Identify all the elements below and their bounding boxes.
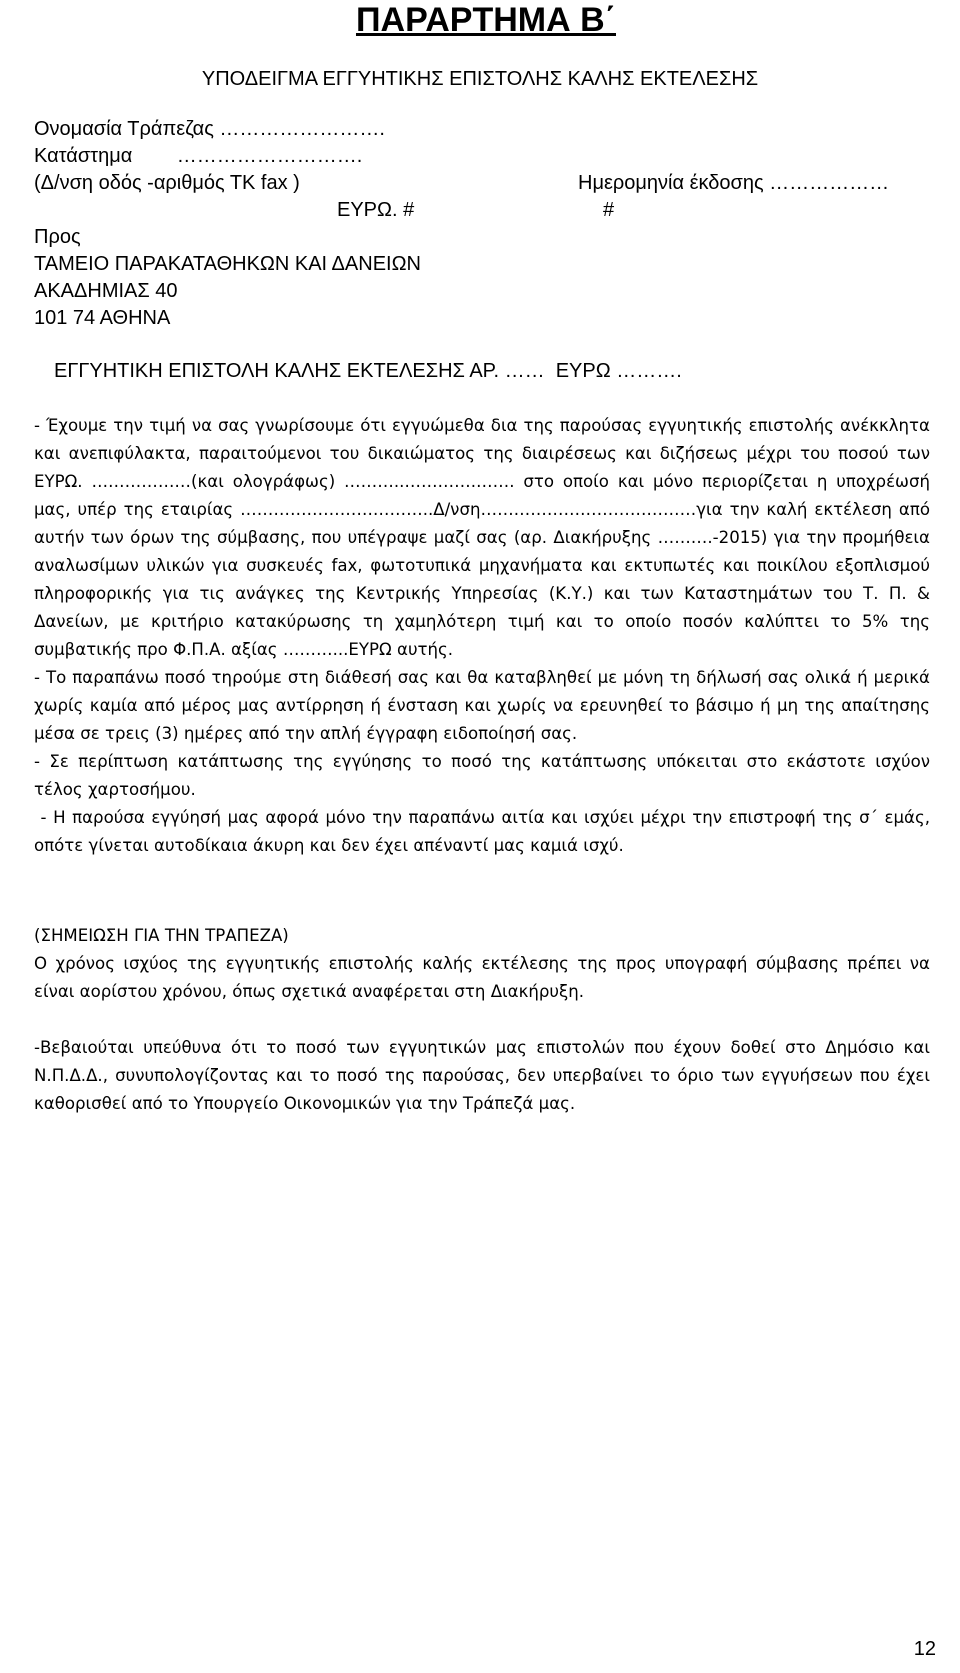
declaration-paragraph: -Βεβαιούται υπεύθυνα ότι το ποσό των εγγυητικών μας επιστολών που έχουν δοθεί στο Δημόσιο και Ν.Π.Δ.Δ., συνυπολογίζοντας και το ποσό της παρούσας, δεν υπερβαίνει το όριο των εγγυήσεων που έχει καθορισθεί από το Υπουργείο Οικονομικών για την Τράπεζά μας. xyxy=(34,1038,930,1113)
recipient-name: ΤΑΜΕΙΟ ΠΑΡΑΚΑΤΑΘΗΚΩΝ ΚΑΙ ΔΑΝΕΙΩΝ xyxy=(34,253,421,275)
note-text: Ο χρόνος ισχύος της εγγυητικής επιστολής καλής εκτέλεσης της προς υπογραφή σύμβασης πρέπει να είναι αορίστου χρόνου, όπως σχετικά αναφέρεται στη Διακήρυξη. xyxy=(34,954,930,1001)
letter-number-line: ΕΓΓΥΗΤΙΚΗ ΕΠΙΣΤΟΛΗ ΚΑΛΗΣ ΕΚΤΕΛΕΣΗΣ ΑΡ. …… ΕΥΡΩ ………. xyxy=(54,360,682,382)
forfeiture-paragraph: - Σε περίπτωση κατάπτωσης της εγγύησης το ποσό της κατάπτωσης υπόκειται στο εκάστοτε ισχύον τέλος χαρτοσήμου. xyxy=(34,752,930,799)
page-title: ΠΑΡΑΡΤΗΜΑ Β΄ xyxy=(355,1,616,39)
bank-note-block xyxy=(34,922,930,1006)
note-title: (ΣΗΜΕΙΩΣΗ ΓΙΑ ΤΗΝ ΤΡΑΠΕΖΑ) xyxy=(34,926,289,945)
to-label: Προς xyxy=(34,226,81,248)
letter-body xyxy=(34,412,936,860)
hash-field: # xyxy=(603,199,615,221)
recipient-city: 101 74 ΑΘΗΝΑ xyxy=(34,307,171,329)
declaration-block xyxy=(34,1034,930,1118)
bank-name-line: Ονομασία Τράπεζας ……………………. xyxy=(34,118,385,140)
issue-date-line: Ημερομηνία έκδοσης ……………… xyxy=(578,172,890,194)
payment-paragraph: - Το παραπάνω ποσό τηρούμε στη διάθεσή σας και θα καταβληθεί με μόνη τη δήλωσή σας ολικά ή μερικά χωρίς καμία από μέρος μας αντίρρηση ή ένσταση και χωρίς να ερευνηθεί το βάσιμο ή μη της απαίτησης μέσα σε τρεις (3) ημέρες από την απλή έγγραφη ειδοποίησή σας. xyxy=(34,668,930,743)
guarantee-paragraph: - Έχουμε την τιμή να σας γνωρίσουμε ότι εγγυώμεθα δια της παρούσας εγγυητικής επιστολής ανέκκλητα και ανεπιφύλακτα, παραιτούμενοι του δικαιώματος της διαιρέσεως και διζήσεως μέχρι του ποσού των ΕΥΡΩ. ………………(και ολογράφως) ………..………….……. στο οποίο και μόνο περιορίζεται η υποχρέωσή μας, υπέρ της εταιρίας ……………………………..Δ/νση…………………………………για την καλή εκτέλεση από αυτήν των όρων της σύμβασης, που υπέγραψε μαζί σας (αρ. Διακήρυξης ……….-2015) για την προμήθεια αναλωσίμων υλικών για συσκευές fax, φωτοτυπικά μηχανήματα και εκτυπωτές και ποικίλου εξοπλισμού πληροφορικής για τις ανάγκες της Κεντρικής Υπηρεσίας (Κ.Υ.) και των Καταστημάτων του Τ. Π. & Δανείων, με κριτήριο κατακύρωσης τη χαμηλότερη τιμή και το οποίο ποσόν καλύπτει το 5% της συμβατικής προ Φ.Π.Α. αξίας ………...ΕΥΡΩ αυτής. xyxy=(34,416,930,659)
address-line: (Δ/νση οδός -αριθμός ΤΚ fax ) xyxy=(34,172,300,194)
validity-paragraph: - Η παρούσα εγγύησή μας αφορά μόνο την παραπάνω αιτία και ισχύει μέχρι την επιστροφή της σ΄ εμάς, οπότε γίνεται αυτοδίκαια άκυρη και δεν έχει απέναντί μας καμιά ισχύ. xyxy=(34,808,936,855)
page-subtitle: ΥΠΟΔΕΙΓΜΑ ΕΓΓΥΗΤΙΚΗΣ ΕΠΙΣΤΟΛΗΣ ΚΑΛΗΣ ΕΚΤΕΛΕΣΗΣ xyxy=(201,68,759,90)
euro-hash-field: ΕΥΡΩ. # xyxy=(337,199,415,221)
branch-line: Κατάστημα ………………………. xyxy=(34,145,363,167)
page-number: 12 xyxy=(913,1638,936,1660)
recipient-street: ΑΚΑΔΗΜΙΑΣ 40 xyxy=(34,280,178,302)
